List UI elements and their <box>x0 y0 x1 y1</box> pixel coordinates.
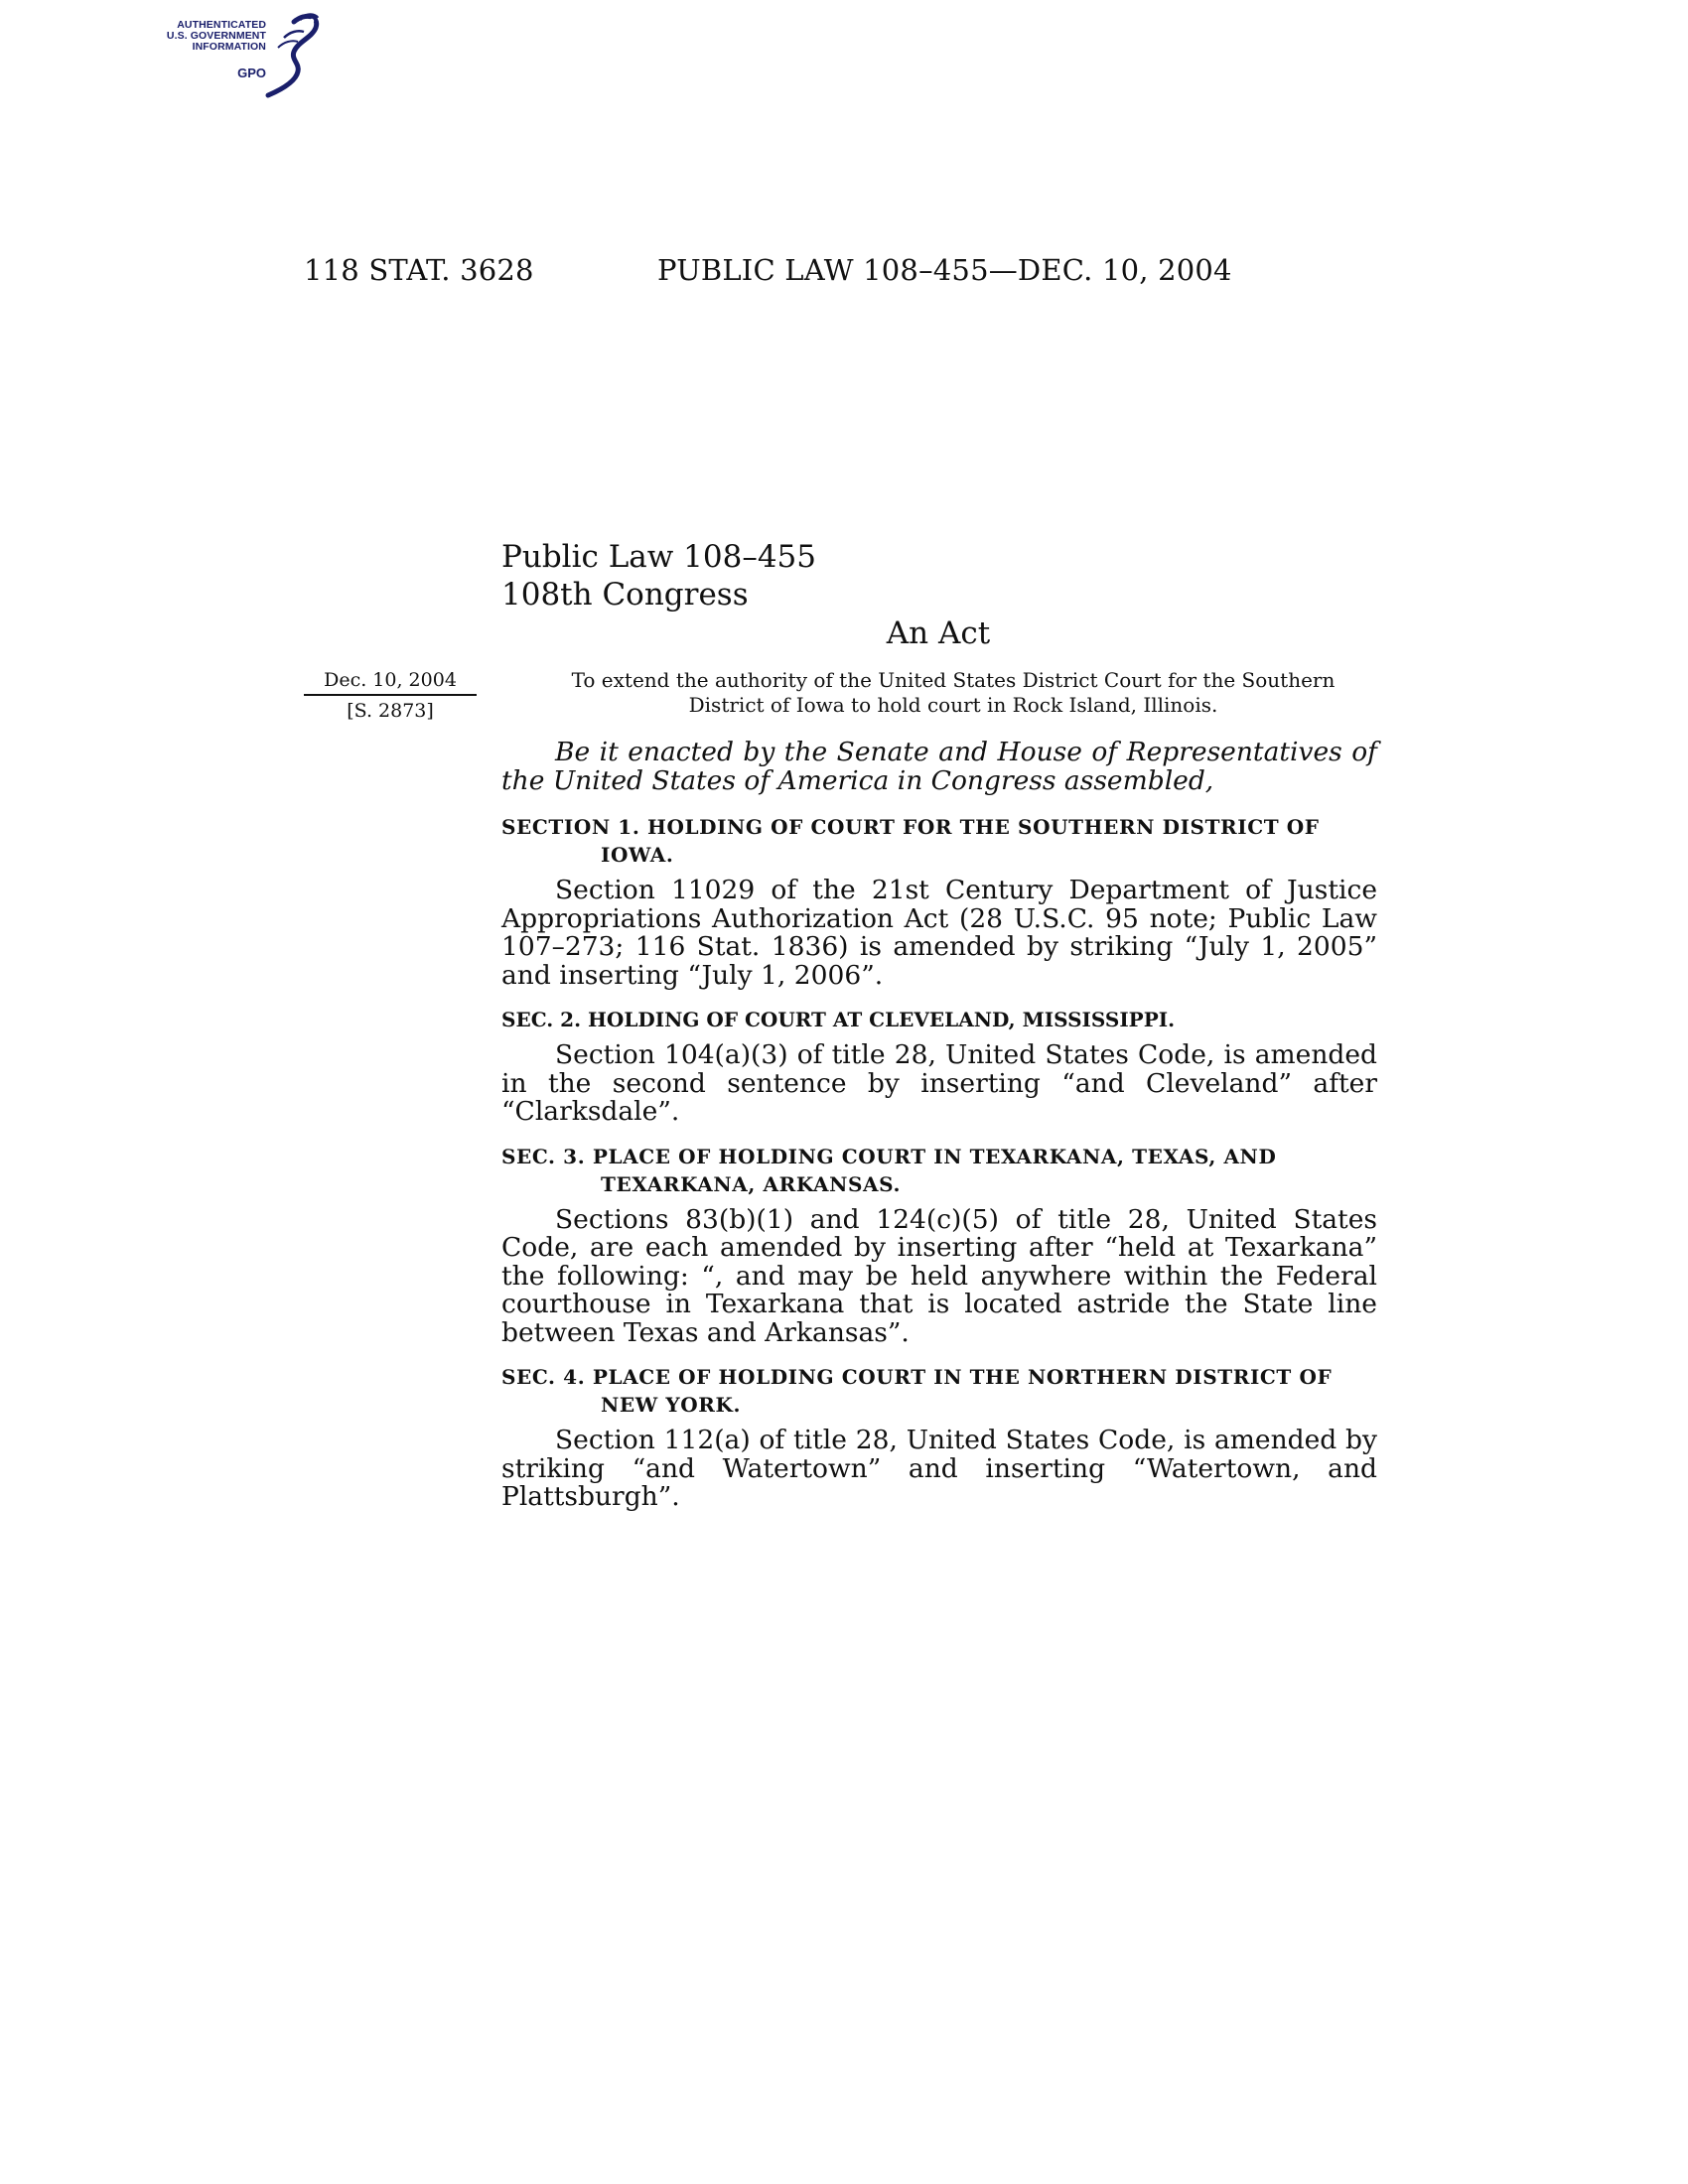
law-number: Public Law 108–455 <box>501 539 817 575</box>
section-heading: SEC. 3. PLACE OF HOLDING COURT IN TEXARKANA, TEXAS, AND TEXARKANA, ARKANSAS. <box>501 1144 1277 1196</box>
statute-page-reference: 118 STAT. 3628 <box>304 253 534 287</box>
section-text: Section 104(a)(3) of title 28, United States Code, is amended in the second sentence by inserting “and Cleveland” after “Clarksdale”. <box>501 1039 1377 1127</box>
purpose-line: To extend the authority of the United States District Court for the Southern <box>571 668 1336 692</box>
running-title: PUBLIC LAW 108–455—DEC. 10, 2004 <box>657 253 1232 287</box>
eagle-icon <box>254 8 324 99</box>
section-heading: SEC. 2. HOLDING OF COURT AT CLEVELAND, MISSISSIPPI. <box>501 1008 1176 1031</box>
congress-number: 108th Congress <box>501 577 749 613</box>
margin-note <box>304 669 477 722</box>
enacting-clause: Be it enacted by the Senate and House of Representatives of the United States of America in Congress assembled, <box>501 737 1377 796</box>
logo-text-line-3: INFORMATION <box>192 41 266 53</box>
logo-text-line-1: AUTHENTICATED <box>177 19 266 31</box>
section-heading: SEC. 4. PLACE OF HOLDING COURT IN THE NORTHERN DISTRICT OF NEW YORK. <box>501 1365 1333 1417</box>
an-act-heading: An Act <box>886 615 991 651</box>
section-heading: SECTION 1. HOLDING OF COURT FOR THE SOUTHERN DISTRICT OF IOWA. <box>501 815 1320 867</box>
act-body <box>501 738 1377 1528</box>
margin-note-date: Dec. 10, 2004 <box>304 669 477 696</box>
section-text: Section 112(a) of title 28, United States Code, is amended by striking “and Watertown” and inserting “Watertown, and Plattsburgh”. <box>501 1425 1377 1512</box>
margin-note-bill-number: [S. 2873] <box>347 700 434 722</box>
logo-text-line-2: U.S. GOVERNMENT <box>166 30 266 42</box>
section-text: Sections 83(b)(1) and 124(c)(5) of title 28, United States Code, are each amended by inserting after “held at Texarkana” the following: “, and may be held anywhere within the Federal courthouse in Texarkana that is located astride the State line between Texas and Arkansas”. <box>501 1203 1377 1348</box>
act-purpose <box>536 668 1370 718</box>
purpose-line: District of Iowa to hold court in Rock Island, Illinois. <box>688 693 1218 717</box>
logo-gpo-text: GPO <box>237 66 266 80</box>
section-text: Section 11029 of the 21st Century Department of Justice Appropriations Authorization Act (28 U.S.C. 95 note; Public Law 107–273; 116 Stat. 1836) is amended by striking “July 1, 2005” and inserting “July 1, 2006”. <box>501 875 1377 991</box>
gpo-authentication-logo <box>137 8 336 99</box>
